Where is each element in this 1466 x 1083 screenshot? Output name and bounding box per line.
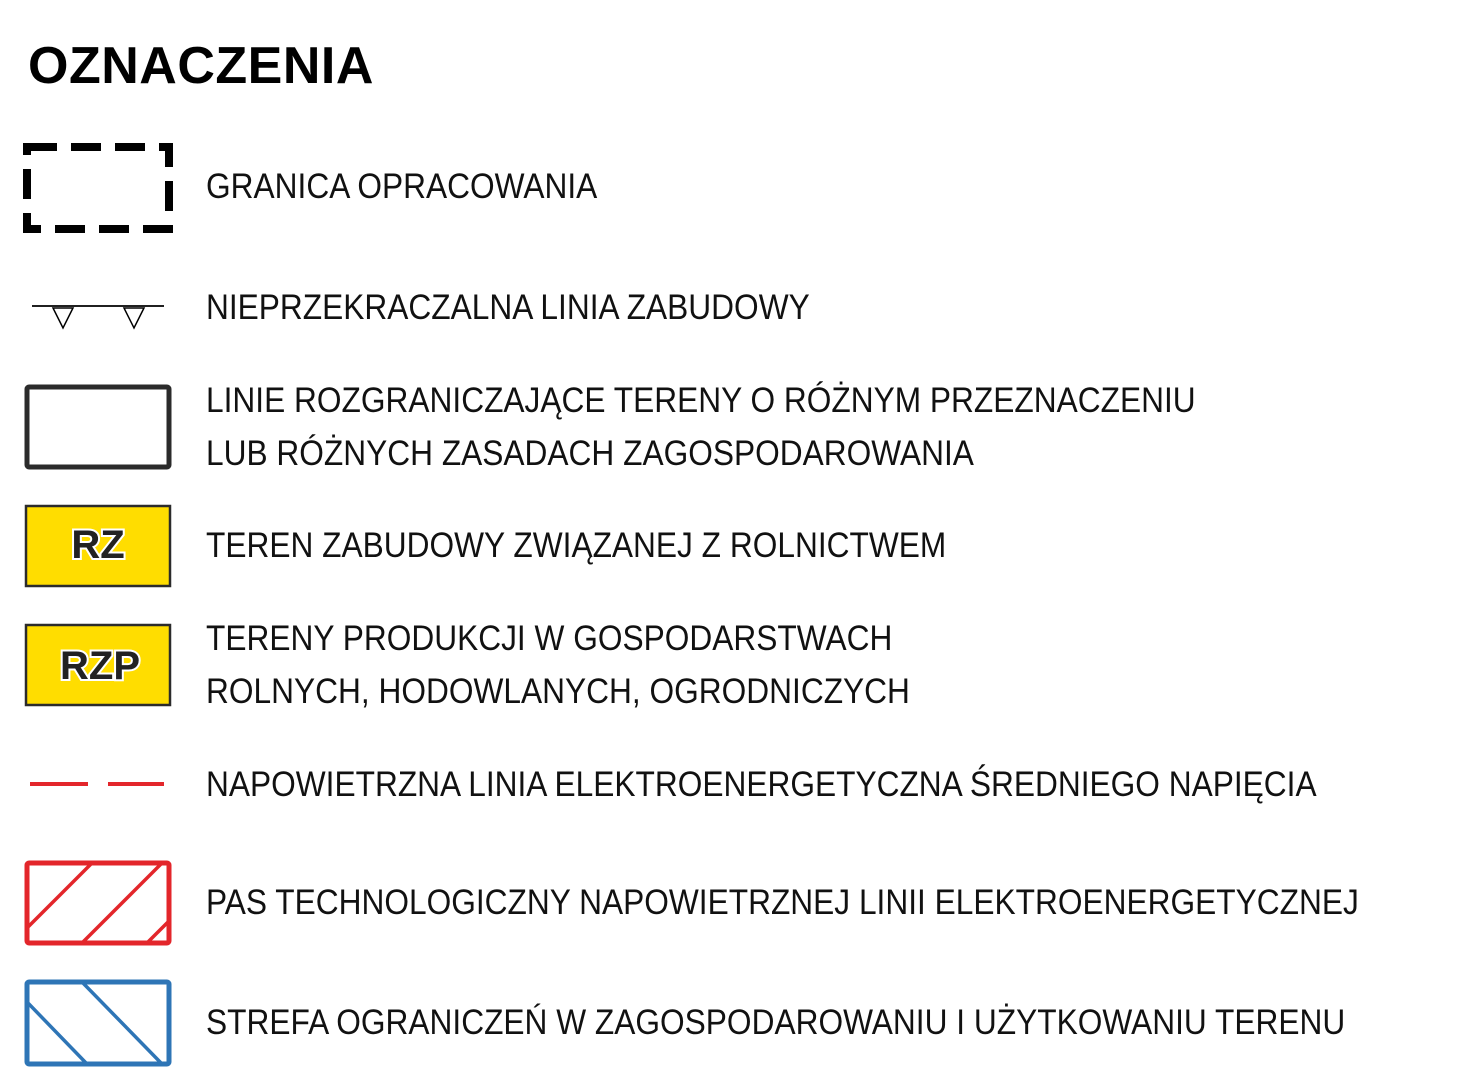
legend-label-rz: TEREN ZABUDOWY ZWIĄZANEJ Z ROLNICTWEM [206, 526, 947, 565]
legend-label-linia-zabudowy: NIEPRZEKRACZALNA LINIA ZABUDOWY [206, 288, 810, 327]
solid-dark-rectangle-icon [22, 382, 174, 472]
red-dashed-line-icon [22, 776, 174, 792]
legend-label-linie-rozgraniczajace: LINIE ROZGRANICZAJĄCE TERENY O RÓŻNYM PRZEZNACZENIU LUB RÓŻNYCH ZASADACH ZAGOSPODAROWANIA [206, 381, 1196, 473]
line-with-triangles-icon [22, 300, 174, 334]
zone-code-rzp: RZP [60, 644, 140, 688]
legend-label-pas-technologiczny: PAS TECHNOLOGICZNY NAPOWIETRZNEJ LINII ELEKTROENERGETYCZNEJ [206, 883, 1359, 922]
yellow-zone-rz-icon [22, 503, 174, 589]
dashed-black-rectangle-icon [22, 142, 174, 234]
legend-title: OZNACZENIA [28, 37, 374, 95]
legend-label-granica: GRANICA OPRACOWANIA [206, 167, 598, 206]
red-hatched-rectangle-icon [22, 858, 174, 948]
legend-label-strefa-ograniczen: STREFA OGRANICZEŃ W ZAGOSPODAROWANIU I UŻYTKOWANIU TERENU [206, 1003, 1346, 1042]
legend-label-linia-sn: NAPOWIETRZNA LINIA ELEKTROENERGETYCZNA ŚREDNIEGO NAPIĘCIA [206, 765, 1317, 804]
blue-hatched-rectangle-icon [22, 977, 174, 1069]
yellow-zone-rzp-icon [22, 622, 174, 708]
legend-label-rzp: TERENY PRODUKCJI W GOSPODARSTWACH ROLNYCH, HODOWLANYCH, OGRODNICZYCH [206, 619, 910, 711]
zone-code-rz: RZ [71, 523, 125, 567]
